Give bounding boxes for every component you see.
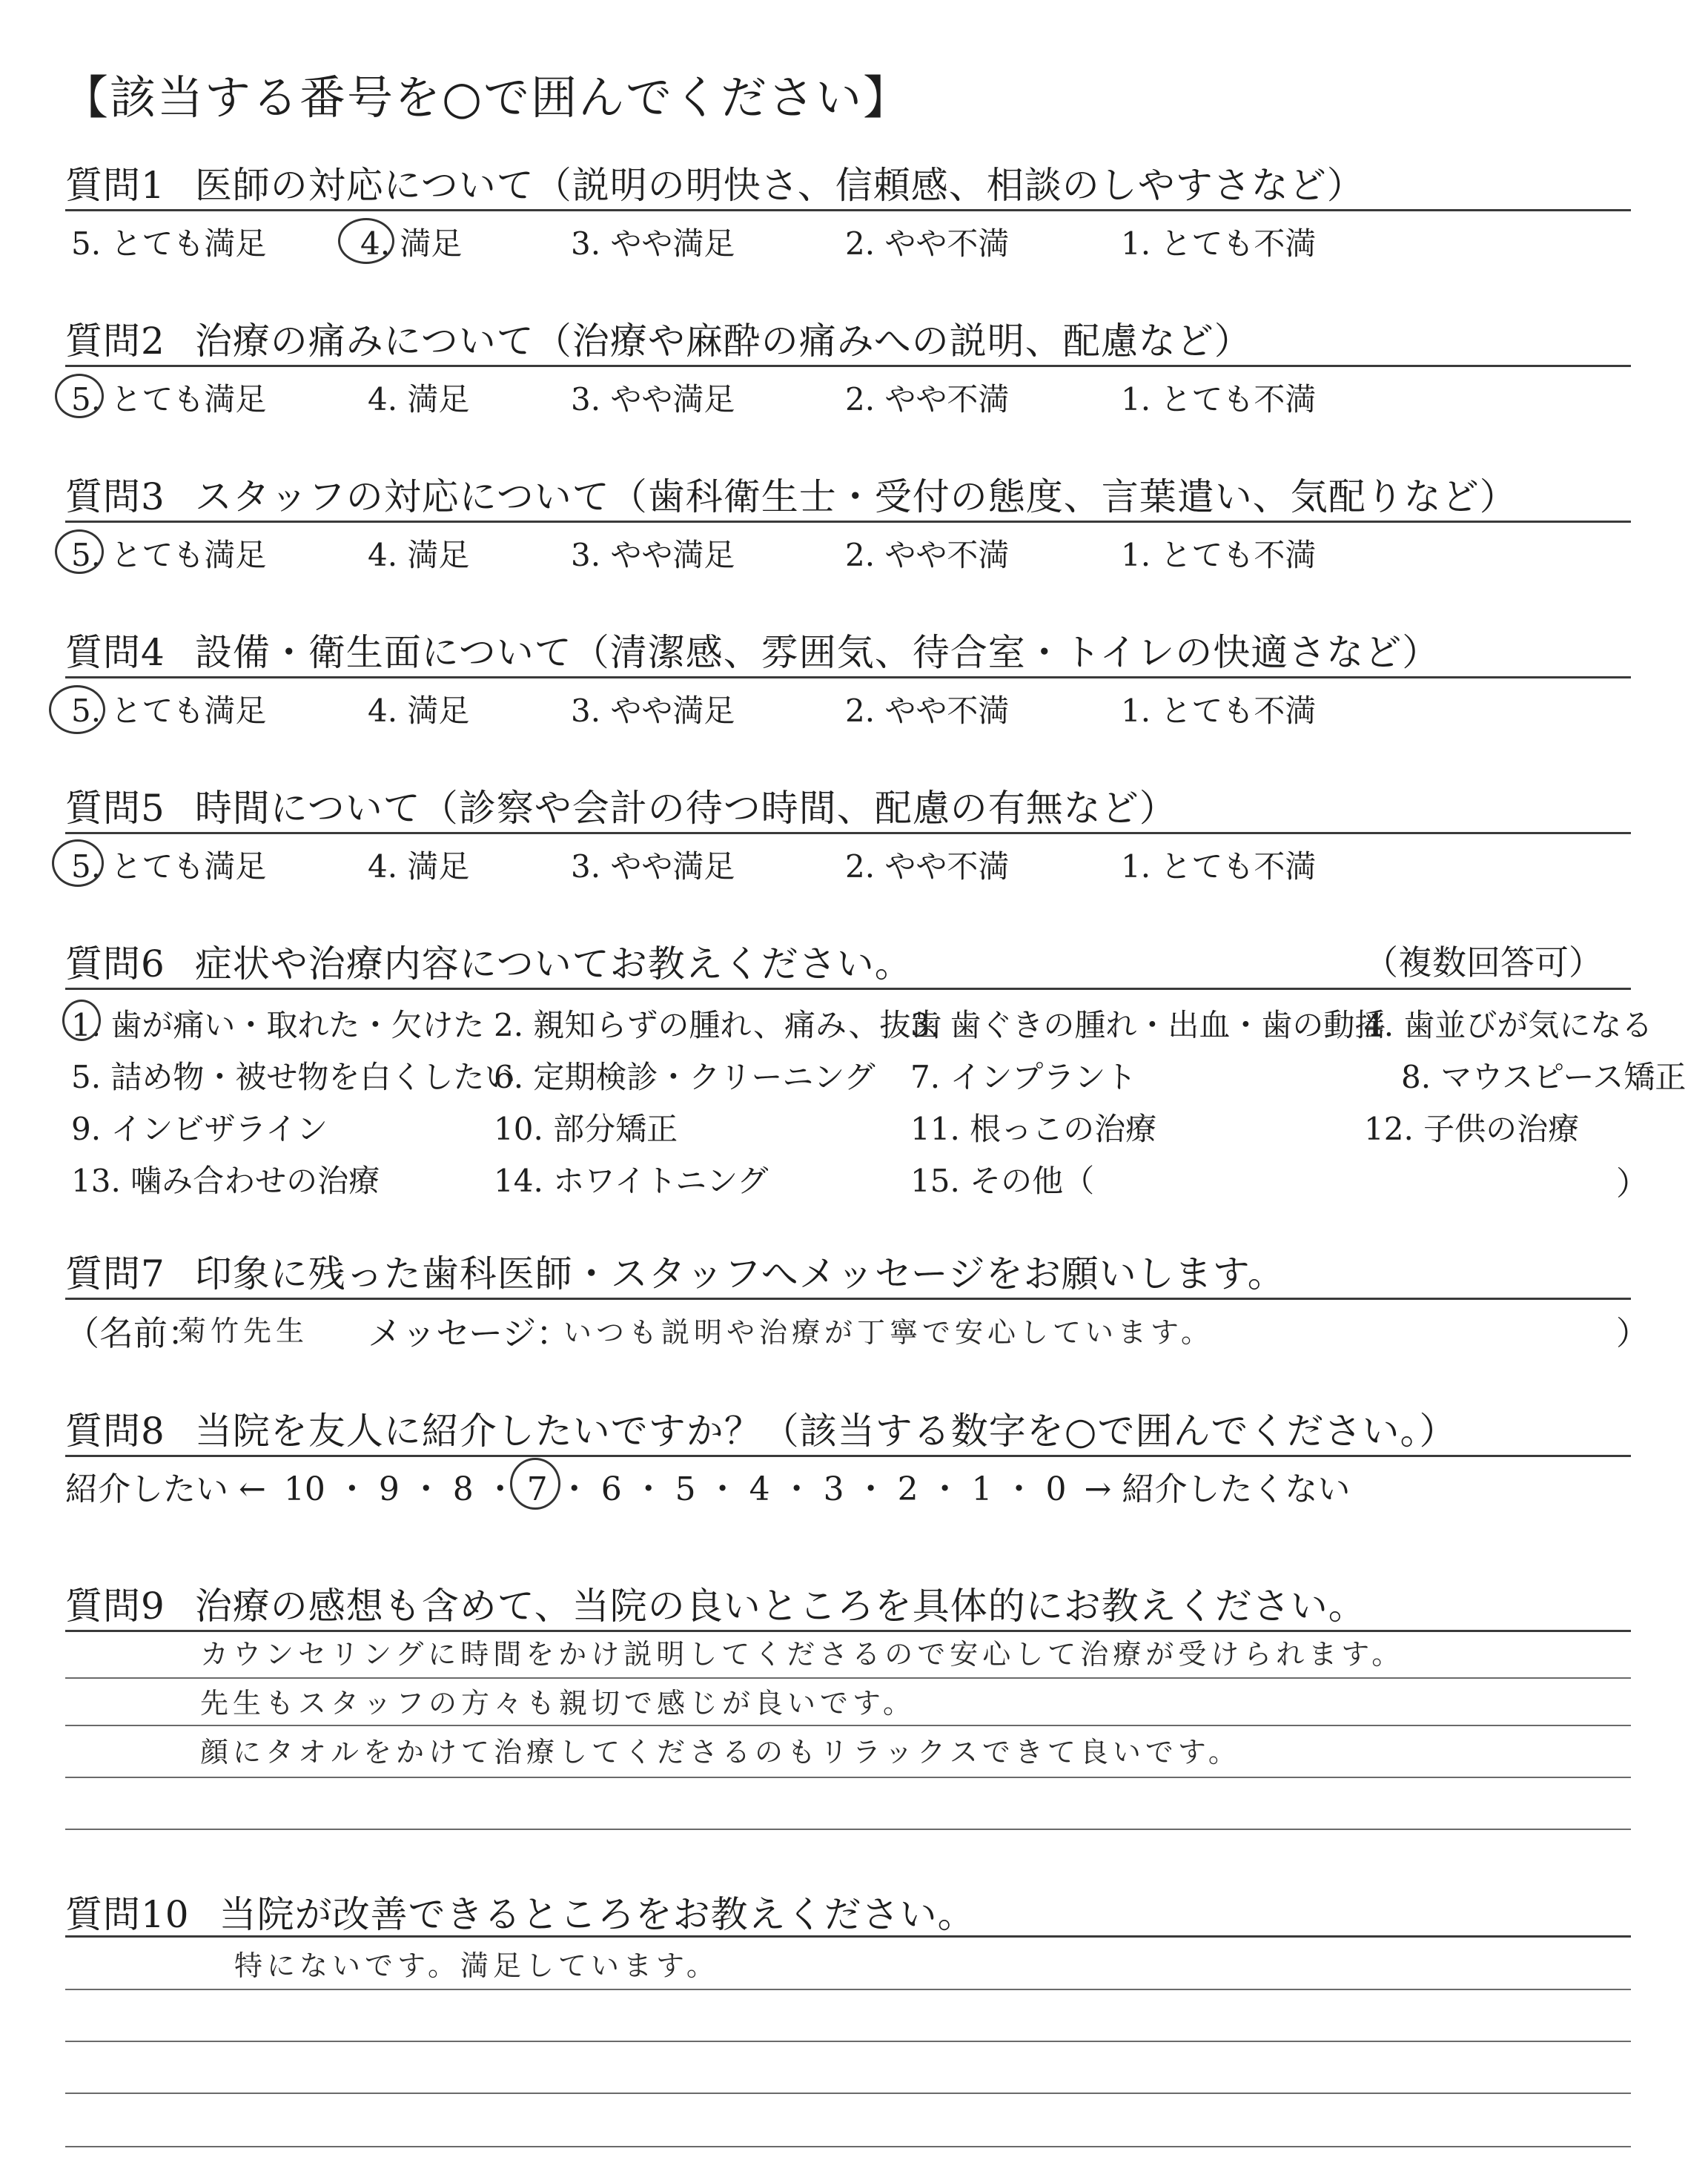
q3-option-1[interactable]: 1. とても不満: [1121, 537, 1317, 573]
name-label: （名前：: [65, 1313, 202, 1353]
question-6-rule: [65, 988, 1631, 990]
scale-values[interactable]: 10 ・ 9 ・ 8 ・ 7 ・ 6 ・ 5 ・ 4 ・ 3 ・ 2 ・ 1 ・ 0: [283, 1470, 1067, 1508]
q5-selected-circle: [52, 839, 104, 887]
q3-option-5[interactable]: 5. とても満足: [71, 537, 267, 573]
q4-option-4[interactable]: 4. 満足: [368, 693, 470, 729]
q4-option-1[interactable]: 1. とても不満: [1121, 693, 1317, 729]
q6-selected-circle: [62, 1000, 101, 1041]
question-5-title: 質問5 時間について（診察や会計の待つ時間、配慮の有無など）: [65, 787, 1177, 830]
q6-option-8[interactable]: 8. マウスピース矯正: [1401, 1059, 1687, 1095]
question-9-title: 質問9 治療の感想も含めて、当院の良いところを具体的にお教えください。: [65, 1585, 1366, 1628]
q5-option-3[interactable]: 3. やや満足: [571, 848, 735, 885]
q7-close-paren: ）: [1616, 1315, 1649, 1353]
question-3-title: 質問3 スタッフの対応について（歯科衛生士・受付の態度、言葉遣い、気配りなど）: [65, 475, 1517, 518]
q6-other-close-paren: ）: [1616, 1165, 1649, 1203]
question-2-rule: [65, 365, 1631, 367]
q4-option-3[interactable]: 3. やや満足: [571, 693, 735, 729]
handwritten-message[interactable]: いつも説明や治療が丁寧で安心しています。: [563, 1316, 1214, 1349]
q10-answer-line-1[interactable]: 特にないです。満足しています。: [234, 1949, 719, 1982]
q5-option-1[interactable]: 1. とても不満: [1121, 848, 1317, 885]
q5-option-4[interactable]: 4. 満足: [368, 848, 470, 885]
q2-option-4[interactable]: 4. 満足: [368, 381, 470, 417]
recommend-scale: [65, 1462, 1368, 1510]
q9-answer-line-2[interactable]: 先生もスタッフの方々も親切で感じが良いです。: [200, 1687, 916, 1720]
q6-option-13[interactable]: 13. 噛み合わせの治療: [71, 1163, 380, 1199]
q1-option-3[interactable]: 3. やや満足: [571, 225, 735, 262]
question-2-title: 質問2 治療の痛みについて（治療や麻酔の痛みへの説明、配慮など）: [65, 320, 1252, 363]
question-10-rule: [65, 1935, 1631, 1938]
q5-option-5[interactable]: 5. とても満足: [71, 848, 267, 885]
q1-option-2[interactable]: 2. やや不満: [845, 225, 1010, 262]
q2-option-2[interactable]: 2. やや不満: [845, 381, 1010, 417]
q1-option-4[interactable]: 4. 満足: [360, 225, 463, 262]
q1-option-1[interactable]: 1. とても不満: [1121, 225, 1317, 262]
q1-selected-circle: [338, 218, 394, 264]
question-1-rule: [65, 209, 1631, 211]
q4-option-2[interactable]: 2. やや不満: [845, 693, 1010, 729]
q6-option-3[interactable]: 3. 歯ぐきの腫れ・出血・歯の動揺: [910, 1007, 1386, 1043]
q10-line-2: [65, 2041, 1631, 2042]
q9-answer-line-3[interactable]: 顔にタオルをかけて治療してくださるのもリラックスできて良いです。: [200, 1736, 1241, 1768]
q9-line-3: [65, 1777, 1631, 1778]
question-5-rule: [65, 832, 1631, 834]
question-3-rule: [65, 521, 1631, 523]
q3-option-2[interactable]: 2. やや不満: [845, 537, 1010, 573]
q4-option-5[interactable]: 5. とても満足: [71, 693, 267, 729]
q9-line-1: [65, 1677, 1631, 1679]
question-7-title: 質問7 印象に残った歯科医師・スタッフへメッセージをお願いします。: [65, 1252, 1285, 1295]
question-6-title: 質問6 症状や治療内容についてお教えください。: [65, 942, 913, 985]
q5-option-2[interactable]: 2. やや不満: [845, 848, 1010, 885]
q2-option-5[interactable]: 5. とても満足: [71, 381, 267, 417]
sheet-instruction: 【該当する番号を○で囲んでください】: [62, 70, 911, 125]
q3-selected-circle: [55, 529, 104, 574]
q6-option-6[interactable]: 6. 定期検診・クリーニング: [494, 1059, 875, 1095]
q4-selected-circle: [49, 685, 105, 734]
scale-left-label: 紹介したい ←: [65, 1470, 266, 1508]
q6-option-2[interactable]: 2. 親知らずの腫れ、痛み、抜歯: [494, 1007, 942, 1043]
q9-line-4: [65, 1829, 1631, 1830]
q8-selected-circle: [510, 1458, 560, 1510]
q6-option-14[interactable]: 14. ホワイトニング: [494, 1163, 769, 1199]
q6-option-9[interactable]: 9. インビザライン: [71, 1111, 328, 1147]
question-4-title: 質問4 設備・衛生面について（清潔感、雰囲気、待合室・トイレの快適さなど）: [65, 631, 1440, 674]
q9-answer-line-1[interactable]: カウンセリングに時間をかけ説明してくださるので安心して治療が受けられます。: [200, 1638, 1405, 1671]
q6-option-11[interactable]: 11. 根っこの治療: [910, 1111, 1157, 1147]
question-8-title: 質問8 当院を友人に紹介したいですか？（該当する数字を○で囲んでください。）: [65, 1410, 1457, 1453]
handwritten-name[interactable]: 菊竹先生: [178, 1315, 309, 1347]
q6-option-15[interactable]: 15. その他（: [910, 1163, 1095, 1199]
q10-line-1: [65, 1989, 1631, 1990]
multiple-answers-note: （複数回答可）: [1364, 942, 1603, 982]
q6-option-4[interactable]: 4. 歯並びが気になる: [1364, 1007, 1653, 1043]
question-8-rule: [65, 1455, 1631, 1457]
q2-option-1[interactable]: 1. とても不満: [1121, 381, 1317, 417]
q6-option-12[interactable]: 12. 子供の治療: [1364, 1111, 1580, 1147]
question-1-title: 質問1 医師の対応について（説明の明快さ、信頼感、相談のしやすさなど）: [65, 164, 1365, 207]
question-10-title: 質問10 当院が改善できるところをお教えください。: [65, 1893, 976, 1936]
question-7-rule: [65, 1298, 1631, 1300]
q2-option-3[interactable]: 3. やや満足: [571, 381, 735, 417]
q2-selected-circle: [55, 374, 104, 418]
q3-option-3[interactable]: 3. やや満足: [571, 537, 735, 573]
q6-option-5[interactable]: 5. 詰め物・被せ物を白くしたい: [71, 1059, 516, 1095]
q1-option-5[interactable]: 5. とても満足: [71, 225, 267, 262]
message-label: メッセージ：: [368, 1313, 571, 1353]
q10-line-3: [65, 2093, 1631, 2094]
question-4-rule: [65, 676, 1631, 678]
q10-line-4: [65, 2146, 1631, 2147]
q6-option-7[interactable]: 7. インプラント: [910, 1059, 1137, 1095]
scale-right-label: → 紹介したくない: [1084, 1470, 1351, 1508]
q6-option-10[interactable]: 10. 部分矯正: [494, 1111, 678, 1147]
q9-line-2: [65, 1725, 1631, 1726]
q6-option-1[interactable]: 1. 歯が痛い・取れた・欠けた: [71, 1007, 485, 1043]
q3-option-4[interactable]: 4. 満足: [368, 537, 470, 573]
